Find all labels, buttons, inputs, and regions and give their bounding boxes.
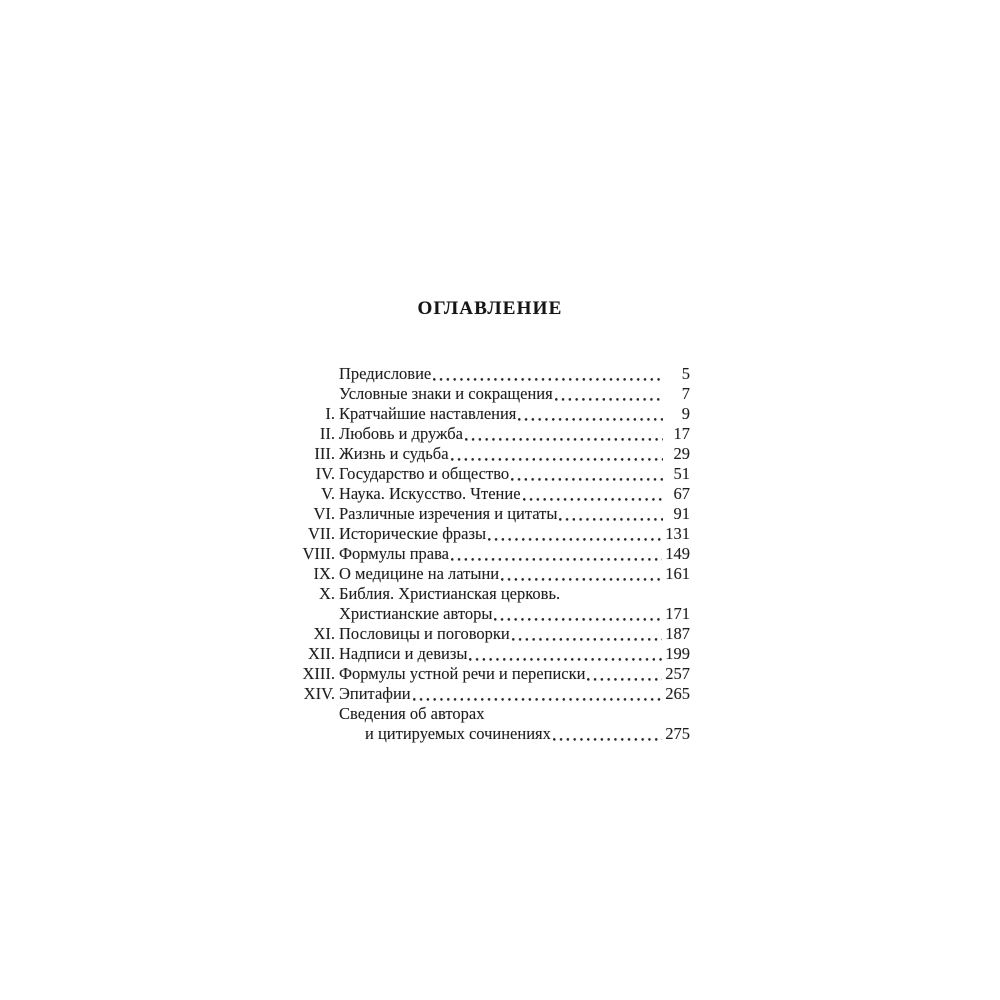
toc-entry-title: Надписи и девизы bbox=[339, 644, 468, 663]
toc-entry-page: 5 bbox=[681, 364, 690, 383]
toc-entry-page: 187 bbox=[665, 624, 690, 643]
dot-leader bbox=[512, 628, 663, 644]
toc-entry bbox=[290, 424, 690, 444]
toc-entry-title: Христианские авторы bbox=[339, 604, 493, 623]
toc-entry-numeral: XIII. bbox=[302, 664, 335, 683]
toc-entry bbox=[290, 664, 690, 684]
dot-leader bbox=[488, 528, 662, 544]
dot-leader bbox=[511, 468, 663, 484]
dot-leader bbox=[451, 548, 662, 564]
toc-entry-title: Условные знаки и сокращения bbox=[339, 384, 553, 403]
dot-leader bbox=[553, 728, 662, 744]
toc-entry-numeral: VIII. bbox=[302, 544, 335, 563]
toc-entry-page: 149 bbox=[665, 544, 690, 563]
toc-entry-numeral: VII. bbox=[307, 524, 335, 543]
toc-entry-numeral: XI. bbox=[313, 624, 335, 643]
toc-entry-title: Любовь и дружба bbox=[339, 424, 463, 443]
dot-leader bbox=[518, 408, 663, 424]
toc-entry-title: Пословицы и поговорки bbox=[339, 624, 510, 643]
toc-entry-title: Формулы права bbox=[339, 544, 449, 563]
toc-entry-page: 7 bbox=[681, 384, 690, 403]
dot-leader bbox=[555, 388, 663, 404]
toc-entry-numeral: VI. bbox=[313, 504, 335, 523]
table-of-contents bbox=[290, 298, 690, 744]
toc-entry-title: Жизнь и судьба bbox=[339, 444, 449, 463]
toc-entry bbox=[290, 544, 690, 564]
toc-title: ОГЛАВЛЕНИЕ bbox=[417, 298, 563, 319]
toc-entry bbox=[290, 644, 690, 664]
toc-entry-title: и цитируемых сочинениях bbox=[365, 724, 551, 743]
dot-leader bbox=[433, 368, 663, 384]
dot-leader bbox=[494, 608, 662, 624]
toc-entry-page: 265 bbox=[665, 684, 690, 703]
toc-entry-page: 171 bbox=[665, 604, 690, 623]
toc-entry bbox=[290, 384, 690, 404]
toc-entry-numeral: V. bbox=[321, 484, 335, 503]
toc-entry-numeral: II. bbox=[319, 424, 335, 443]
toc-entry-title: О медицине на латыни bbox=[339, 564, 500, 583]
toc-entry-page: 199 bbox=[665, 644, 690, 663]
toc-entry-title: Библия. Христианская церковь. bbox=[339, 584, 561, 603]
toc-entry bbox=[290, 484, 690, 504]
dot-leader bbox=[523, 488, 663, 504]
toc-entry bbox=[290, 724, 690, 744]
toc-entry bbox=[290, 564, 690, 584]
toc-entry-numeral: IV. bbox=[315, 464, 335, 483]
toc-entry bbox=[290, 604, 690, 624]
toc-entry-page: 131 bbox=[665, 524, 690, 543]
toc-entry-numeral: I. bbox=[325, 404, 335, 423]
toc-list bbox=[290, 364, 690, 744]
dot-leader bbox=[501, 568, 662, 584]
dot-leader bbox=[559, 508, 663, 524]
toc-entry bbox=[290, 584, 690, 604]
toc-entry bbox=[290, 624, 690, 644]
toc-entry-page: 161 bbox=[665, 564, 690, 583]
toc-entry-page: 91 bbox=[673, 504, 690, 523]
toc-entry-page: 51 bbox=[673, 464, 690, 483]
toc-entry-page: 9 bbox=[681, 404, 690, 423]
toc-entry-title: Эпитафии bbox=[339, 684, 411, 703]
toc-entry-numeral: III. bbox=[314, 444, 335, 463]
toc-entry-page: 67 bbox=[673, 484, 690, 503]
toc-entry-title: Государство и общество bbox=[339, 464, 510, 483]
toc-entry-page: 17 bbox=[673, 424, 690, 443]
toc-entry-numeral: IX. bbox=[313, 564, 335, 583]
toc-entry-page: 257 bbox=[665, 664, 690, 683]
toc-entry-numeral: X. bbox=[318, 584, 335, 603]
toc-entry-title: Формулы устной речи и переписки bbox=[339, 664, 586, 683]
toc-entry-numeral: XII. bbox=[307, 644, 335, 663]
toc-entry-page: 29 bbox=[673, 444, 690, 463]
toc-entry-numeral: XIV. bbox=[303, 684, 335, 703]
dot-leader bbox=[587, 668, 662, 684]
toc-entry-title: Исторические фразы bbox=[339, 524, 487, 543]
toc-entry bbox=[290, 504, 690, 524]
dot-leader bbox=[413, 688, 663, 704]
toc-entry-title: Наука. Искусство. Чтение bbox=[339, 484, 521, 503]
dot-leader bbox=[469, 648, 662, 664]
toc-entry bbox=[290, 464, 690, 484]
toc-entry bbox=[290, 704, 690, 724]
toc-entry bbox=[290, 444, 690, 464]
toc-entry bbox=[290, 364, 690, 384]
toc-entry bbox=[290, 684, 690, 704]
dot-leader bbox=[465, 428, 663, 444]
toc-entry bbox=[290, 404, 690, 424]
toc-entry-page: 275 bbox=[665, 724, 690, 743]
dot-leader bbox=[451, 448, 663, 464]
toc-entry-title: Предисловие bbox=[339, 364, 432, 383]
toc-entry-title: Кратчайшие наставления bbox=[339, 404, 517, 423]
toc-entry-title: Сведения об авторах bbox=[339, 704, 485, 723]
toc-entry-title: Различные изречения и цитаты bbox=[339, 504, 558, 523]
toc-entry bbox=[290, 524, 690, 544]
